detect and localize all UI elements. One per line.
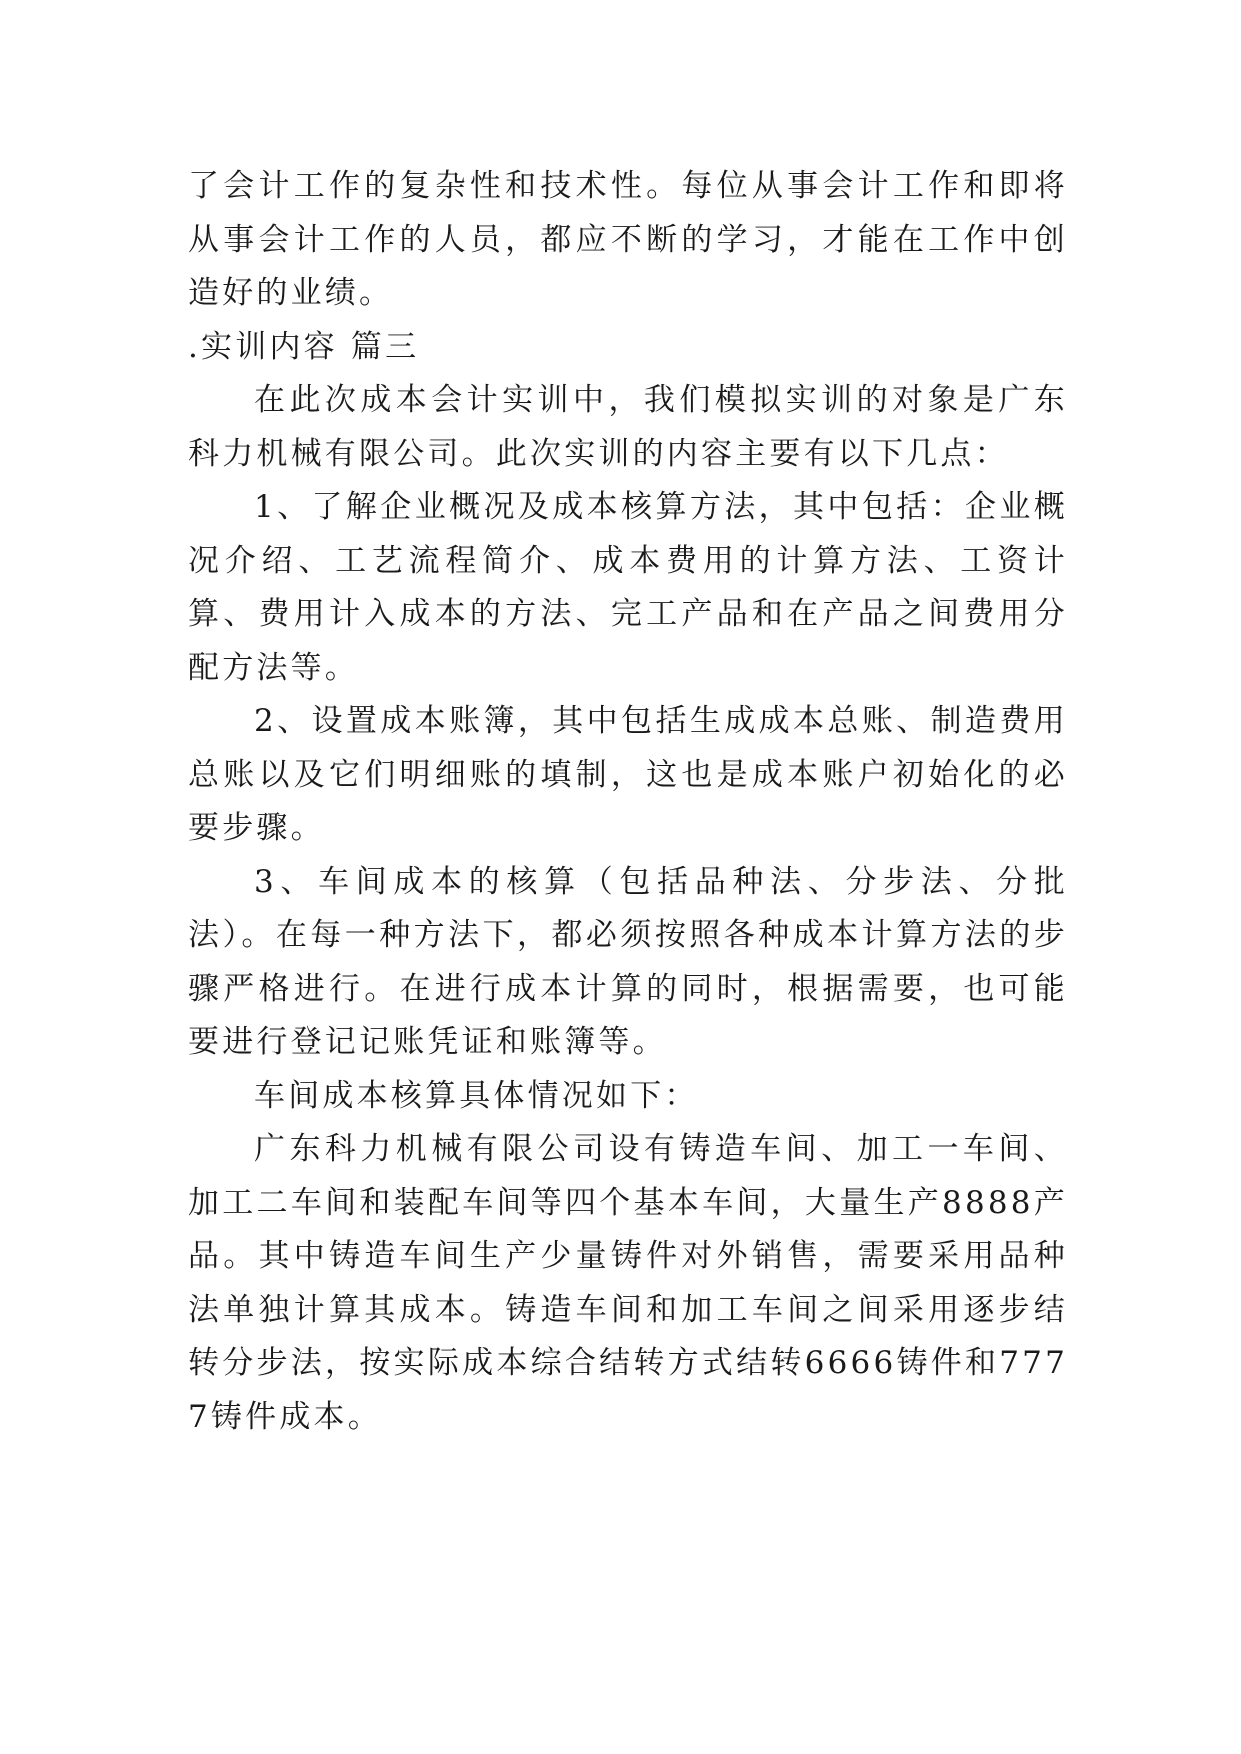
document-body [188, 160, 1068, 1444]
paragraph-workshop-details: 广东科力机械有限公司设有铸造车间、加工一车间、加工二车间和装配车间等四个基本车间，大量生产8888产品。其中铸造车间生产少量铸件对外销售，需要采用品种法单独计算其成本。铸造车间和加工车间之间采用逐步结转分步法，按实际成本综合结转方式结转6666铸件和7777铸件成本。 [188, 1131, 1068, 1435]
paragraph-training-object: 在此次成本会计实训中，我们模拟实训的对象是广东科力机械有限公司。此次实训的内容主要有以下几点： [188, 382, 1068, 472]
paragraph-item-1: 1、了解企业概况及成本核算方法，其中包括：企业概况介绍、工艺流程简介、成本费用的计算方法、工资计算、费用计入成本的方法、完工产品和在产品之间费用分配方法等。 [188, 489, 1068, 686]
paragraph-intro-continued: 了会计工作的复杂性和技术性。每位从事会计工作和即将从事会计工作的人员，都应不断的学习，才能在工作中创造好的业绩。 [188, 168, 1068, 311]
paragraph-item-2: 2、设置成本账簿，其中包括生成成本总账、制造费用总账以及它们明细账的填制，这也是成本账户初始化的必要步骤。 [188, 703, 1068, 846]
paragraph-workshop-intro: 车间成本核算具体情况如下： [254, 1077, 699, 1114]
paragraph-item-3: 3、车间成本的核算（包括品种法、分步法、分批法）。在每一种方法下，都必须按照各种成本计算方法的步骤严格进行。在进行成本计算的同时，根据需要，也可能要进行登记记账凭证和账簿等。 [188, 863, 1068, 1060]
section-heading: .实训内容 篇三 [188, 328, 420, 365]
